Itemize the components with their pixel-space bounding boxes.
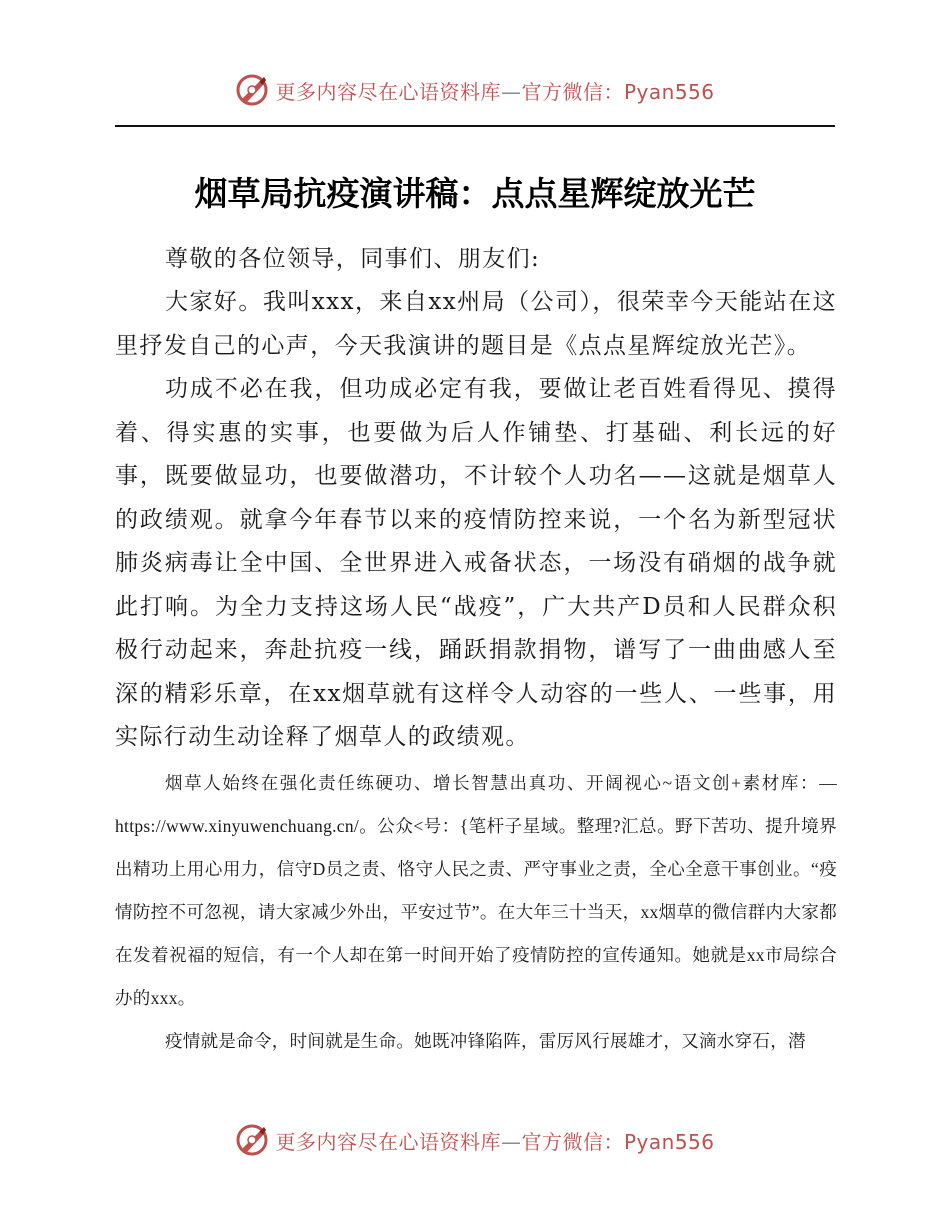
header-text — [275, 76, 714, 105]
paragraph-body: 烟草人始终在强化责任练硬功、增长智慧出真功、开阔视心~语文创+素材库：—https://www.xinyuwenchuang.cn/。公众<号：{笔杆子星域。整理?汇总。野下苦功、提升境界出精功上用心用力，信守D员之责、恪守人民之责、严守事业之责，全心全意干事创业。“疫情防控不可忽视，请大家减少外出，平安过节”。在大年三十当天，xx烟草的微信群内大家都在发着祝福的短信，有一个人却在第一时间开始了疫情防控的宣传通知。她就是xx市局综合办的xxx。 — [115, 773, 837, 1008]
header-separator: — — [500, 79, 522, 104]
header-wechat-id: Pyan556 — [623, 79, 715, 104]
document-title: 烟草局抗疫演讲稿：点点星辉绽放光芒 — [194, 174, 756, 213]
footer-wechat-label: 官方微信： — [521, 1129, 624, 1154]
footer-separator: — — [500, 1129, 522, 1154]
footer-wechat-id: Pyan556 — [623, 1129, 715, 1154]
paragraph-intro: 大家好。我叫xxx，来自xx州局（公司），很荣幸今天能站在这里抒发自己的心声，今天我演讲的题目是《点点星辉绽放光芒》。 — [115, 289, 837, 359]
header-divider — [115, 125, 835, 127]
footer-banner — [0, 1120, 950, 1160]
paragraph-salutation: 尊敬的各位领导，同事们、朋友们: — [165, 246, 541, 272]
header-banner — [0, 70, 950, 110]
paragraph-main: 功成不必在我，但功成必定有我，要做让老百姓看得见、摸得着、得实惠的实事，也要做为后人作铺垫、打基础、利长远的好事，既要做显功，也要做潜功，不计较个人功名——这就是烟草人的政绩观。就拿今年春节以来的疫情防控来说，一个名为新型冠状肺炎病毒让全中国、全世界进入戒备状态，一场没有硝烟的战争就此打响。为全力支持这场人民“战疫”，广大共产D员和人民群众积极行动起来，奔赴抗疫一线，踊跃捐款捐物，谱写了一曲曲感人至深的精彩乐章，在xx烟草就有这样令人动容的一些人、一些事，用实际行动生动诠释了烟草人的政绩观。 — [115, 376, 837, 750]
footer-brand: 更多内容尽在心语资料库 — [275, 1129, 501, 1154]
paragraph-continued: 疫情就是命令，时间就是生命。她既冲锋陷阵，雷厉风行展雄才，又滴水穿石，潜 — [165, 1031, 806, 1051]
footer-text — [275, 1126, 714, 1155]
logo-icon — [235, 1123, 269, 1157]
logo-icon — [235, 73, 269, 107]
header-brand: 更多内容尽在心语资料库 — [275, 79, 501, 104]
header-wechat-label: 官方微信： — [521, 79, 624, 104]
